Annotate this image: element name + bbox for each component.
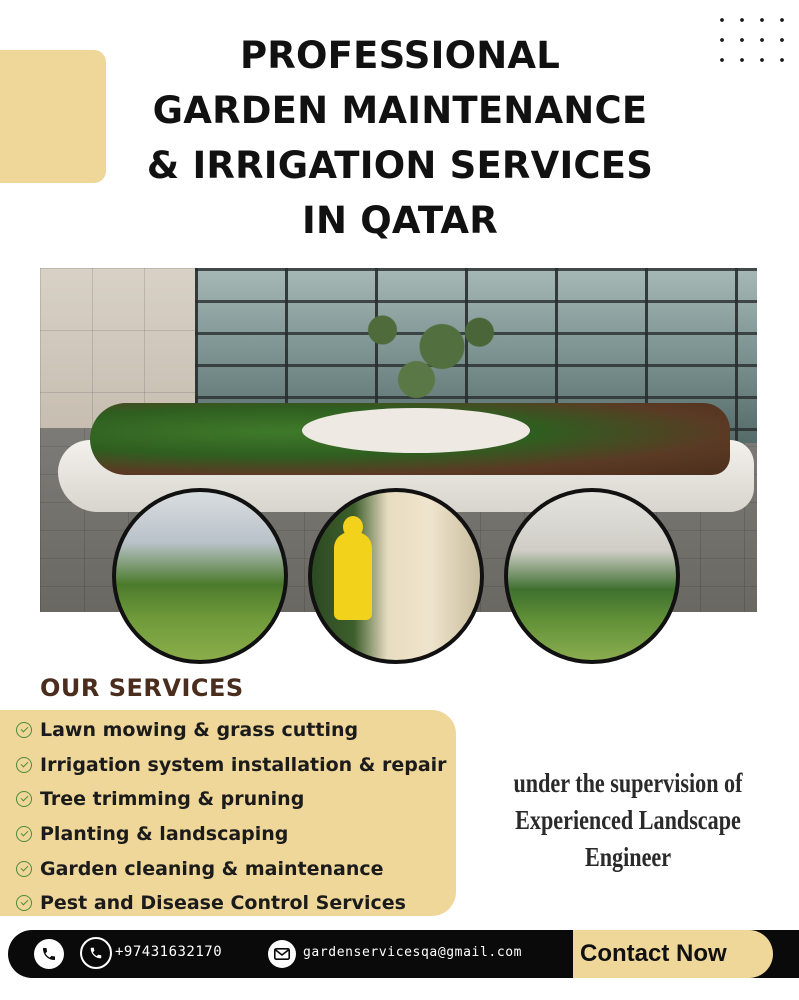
garden-bed-photo-circle xyxy=(504,488,680,664)
worker-figure xyxy=(334,532,372,620)
check-circle-icon xyxy=(16,826,32,842)
phone-number[interactable]: +97431632170 xyxy=(115,944,223,960)
supervision-line-2: Experienced Landscape xyxy=(515,805,741,835)
check-circle-icon xyxy=(16,757,32,773)
service-label: Garden cleaning & maintenance xyxy=(40,857,384,880)
service-item xyxy=(16,748,447,783)
service-label: Irrigation system installation & repair xyxy=(40,753,447,776)
lawn-photo-circle xyxy=(112,488,288,664)
decorative-tan-block xyxy=(0,50,106,183)
service-item xyxy=(16,886,447,921)
supervision-line-3: Engineer xyxy=(584,842,672,872)
services-list xyxy=(16,713,447,921)
services-heading: OUR SERVICES xyxy=(40,674,244,702)
check-circle-icon xyxy=(16,895,32,911)
email-address[interactable]: gardenservicesqa@gmail.com xyxy=(303,945,523,960)
check-circle-icon xyxy=(16,722,32,738)
service-label: Lawn mowing & grass cutting xyxy=(40,719,359,742)
page-title xyxy=(110,28,690,248)
service-label: Planting & landscaping xyxy=(40,823,289,846)
check-circle-icon xyxy=(16,791,32,807)
whatsapp-icon[interactable] xyxy=(80,937,112,969)
title-line-1: PROFESSIONAL xyxy=(239,34,561,77)
service-item xyxy=(16,851,447,886)
decorative-dot-grid xyxy=(712,10,792,70)
phone-icon[interactable] xyxy=(34,939,64,969)
service-label: Tree trimming & pruning xyxy=(40,788,305,811)
check-circle-icon xyxy=(16,861,32,877)
service-item xyxy=(16,713,447,748)
pest-control-photo-circle xyxy=(308,488,484,664)
service-item xyxy=(16,782,447,817)
title-line-3: & IRRIGATION SERVICES xyxy=(146,144,654,187)
title-line-2: GARDEN MAINTENANCE xyxy=(152,89,648,132)
title-line-4: IN QATAR xyxy=(302,199,498,242)
service-item xyxy=(16,817,447,852)
mail-icon[interactable] xyxy=(268,940,296,968)
supervision-note xyxy=(505,765,751,876)
supervision-line-1: under the supervision of xyxy=(513,768,743,798)
contact-now-button[interactable]: Contact Now xyxy=(573,930,773,978)
service-label: Pest and Disease Control Services xyxy=(40,892,406,915)
